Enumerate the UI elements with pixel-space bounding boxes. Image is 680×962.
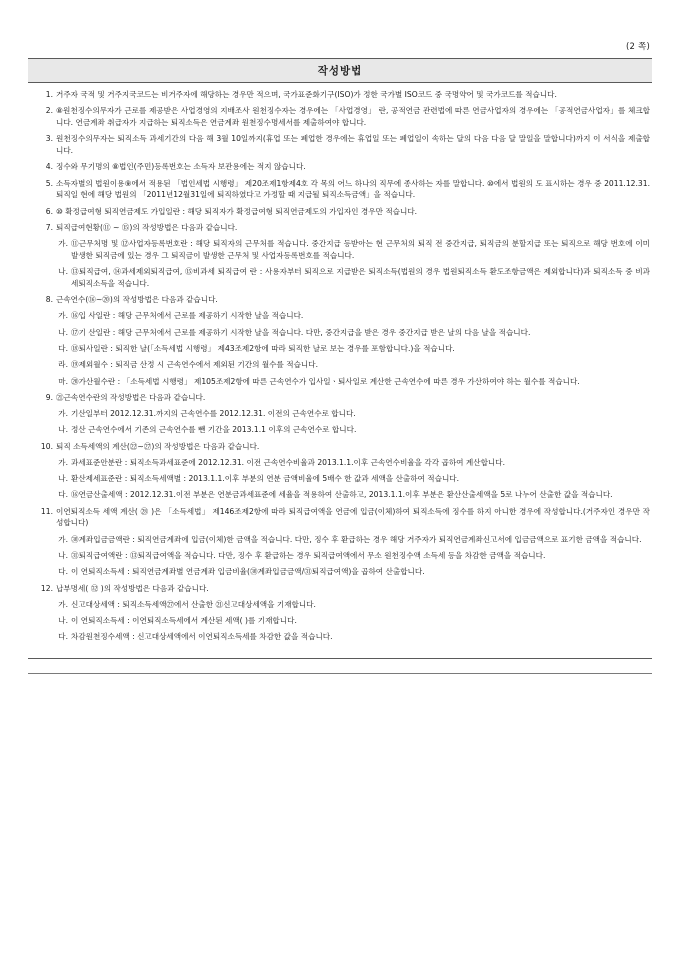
footer-divider (28, 673, 652, 674)
list-item (36, 89, 650, 101)
list-item-text: ⑯연금산출세액 : 2012.12.31.이전 부분은 연분금과세표준에 세율을 적용하여 산출하고, 2013.1.1.이후 부분은 환산산출세액을 5로 나누어 산출한 값을 적습니다. (71, 490, 613, 500)
list-item-number: 가. (58, 457, 68, 467)
list-item (54, 599, 650, 611)
list-item (54, 534, 650, 546)
list-item-text: ⑩ 확정급여형 퇴직연금제도 가입일란 : 해당 퇴직자가 확정급여형 퇴직연금제도의 가입자인 경우만 적습니다. (56, 206, 418, 216)
list-item-number: 다. (58, 632, 68, 642)
list-item (54, 359, 650, 371)
list-item (36, 178, 650, 202)
list-item-text: ㉚계좌입금금액란 : 퇴직연금계좌에 입금(이체)한 금액을 적습니다. 다만, 징수 후 환급하는 경우 해당 거주자가 퇴직연금계좌신고서에 입금금액으로 표기한 금액을 적습니다. (71, 534, 642, 544)
list-item-text: ⑰기 산일란 : 해당 근무처에서 근로를 제공하기 시작한 날을 적습니다. 다만, 중간지급을 받은 경우 중간지급 받은 날의 다음 날을 적습니다. (71, 327, 531, 337)
list-item-number: 가. (58, 311, 68, 321)
list-item-text: 납부명세( ㉜ )의 작성방법은 다음과 같습니다. (56, 583, 209, 593)
list-item (54, 424, 650, 436)
list-item-text: 퇴직급여현황(⑪ ~ ⑮)의 작성방법은 다음과 같습니다. (56, 222, 238, 232)
list-item (54, 566, 650, 578)
list-item-number: 2. (45, 106, 53, 116)
list-item (54, 266, 650, 290)
list-item-text: 기산일부터 2012.12.31.까지의 근속연수를 2012.12.31. 이전의 근속연수로 합니다. (71, 409, 356, 419)
list-item-text: 과세표준안분란 : 퇴직소득과세표준에 2012.12.31. 이전 근속연수비율과 2013.1.1.이후 근속연수비율을 각각 곱하여 계산합니다. (71, 457, 505, 467)
list-item-number: 12. (40, 583, 53, 593)
list-item (54, 238, 650, 262)
list-item (36, 441, 650, 453)
list-item-number: 가. (58, 239, 68, 249)
list-item-text: 이 연퇴직소득세 : 이연퇴직소득세에서 계산된 세액( )를 기재합니다. (71, 616, 297, 626)
instructions-list (28, 83, 652, 659)
list-item-number: 나. (58, 474, 68, 484)
list-item-number: 가. (58, 409, 68, 419)
list-item-number: 나. (58, 425, 68, 435)
list-item-number: 9. (45, 392, 53, 402)
list-item-number: 다. (58, 490, 68, 500)
list-item (54, 408, 650, 420)
list-item-number: 나. (58, 550, 68, 560)
list-item-text: 환산제세표준란 : 퇴직소득세액별 : 2013.1.1.이후 부분의 연분 금액비율에 5배수 한 값과 세액을 산출하여 적습니다. (71, 474, 460, 484)
list-item (54, 550, 650, 562)
list-item-number: 다. (58, 567, 68, 577)
list-item-text: ㉛퇴직급여액란 : ⑬퇴직급여액을 적습니다. 다만, 징수 후 환급하는 경우 퇴직급여액에서 무소 원천징수액 소득세 등을 차감한 금액을 적습니다. (71, 550, 546, 560)
list-item-text: ⑯입 사일란 : 해당 근무처에서 근로를 제공하기 시작한 날을 적습니다. (71, 311, 304, 321)
list-item-number: 10. (40, 441, 53, 451)
list-item (36, 294, 650, 306)
list-item-number: 나. (58, 327, 68, 337)
list-item-number: 6. (45, 206, 53, 216)
list-item-text: ⑪근무처명 및 ⑫사업자등록번호란 : 해당 퇴직자의 근무처를 적습니다. 중간지급 등받아는 현 근무처의 퇴직 전 중간지급, 퇴직금의 분할지급 또는 퇴직으로 해당 번호에 이미 발생한 퇴직금에 있는 경우 그 퇴직금이 발생한 근무처 및 사업자등록번호를 적습니다. (71, 239, 650, 260)
list-item-text: 징수와 무기명의 ⑧법인(주민)등록번호는 소득자 보관용에는 적지 않습니다. (56, 162, 306, 172)
list-item-text: ⑬퇴직급여, ⑭과세제외퇴직급여, ⑮비과세 퇴직급여 란 : 사용자부터 퇴직으로 지급받은 퇴직소득(법원의 경우 법원퇴직소득 환도조항금액은 제외합니다)과 퇴직소득 중 비과세퇴직소득을 적습니다. (71, 267, 650, 288)
list-item (54, 310, 650, 322)
list-item (54, 343, 650, 355)
list-item (36, 105, 650, 129)
list-item (36, 161, 650, 173)
list-item-text: 퇴직 소득세액의 계산(㉒~㉗)의 작성방법은 다음과 같습니다. (56, 441, 260, 451)
list-item-number: 다. (58, 344, 68, 354)
list-item-text: 근속연수(⑯~⑳)의 작성방법은 다음과 같습니다. (56, 295, 218, 305)
list-item (36, 583, 650, 595)
list-item (54, 327, 650, 339)
list-item-text: 소득자별의 법원이용⑨에서 적용된 「법인세법 시행령」 제20조제1항제4호 각 목의 어느 하나의 직무에 종사하는 자를 말합니다. ⑩에서 법원의 도 표시하는 경우 중 2011.12.31.퇴직일 현에 해당 법원의 「2011년12월31일에 퇴직하였다고 가정할 때 지급될 퇴직소득금액」을 적습니다. (56, 178, 650, 200)
list-item-number: 1. (45, 90, 53, 99)
list-item-text: 거주자 국적 및 거주지국코드는 비거주자에 해당하는 경우만 적으며, 국가표준화기구(ISO)가 정한 국가별 ISO코드 중 국명약어 및 국가코드를 적습니다. (56, 90, 557, 99)
list-item (54, 457, 650, 469)
list-item-text: ㉑근속연수란의 작성방법은 다음과 같습니다. (56, 392, 206, 402)
list-item-text: 차감원천징수세액 : 신고대상세액에서 이연퇴직소득세를 차감한 값을 적습니다. (71, 632, 333, 642)
list-item-number: 나. (58, 267, 68, 277)
list-item-text: ⑱퇴사일란 : 퇴직한 날(「소득세법 시행령」 제43조제2항에 따라 퇴직한 날로 보는 경우를 포함합니다.)을 적습니다. (71, 344, 455, 354)
list-item-number: 5. (45, 178, 53, 188)
list-item (36, 392, 650, 404)
list-item (54, 473, 650, 485)
list-item-text: 이연퇴직소득 세액 계산( ㉘ )은 「소득세법」 제146조제2항에 따라 퇴직급여액을 연금에 입금(이체)하여 퇴직소득에 징수를 하지 아니한 경우에 작성합니다.(거주자인 경우만 작성합니다) (56, 506, 650, 528)
list-item-number: 가. (58, 534, 68, 544)
list-item-text: ⑳가산월수란 : 「소득세법 시행령」 제105조제2항에 따른 근속연수가 입사일ㆍ퇴사일로 계산한 근속연수에 따른 경우 가산하여야 하는 월수를 적습니다. (71, 376, 580, 386)
list-item-text: ⑲제외월수 : 퇴직금 산정 시 근속연수에서 제외된 기간의 월수를 적습니다. (71, 360, 319, 370)
list-item (36, 206, 650, 218)
page-title: 작성방법 (28, 58, 652, 83)
list-item-number: 마. (58, 376, 68, 386)
list-item (36, 222, 650, 234)
list-item (54, 615, 650, 627)
list-item-text: 정산 근속연수에서 기존의 근속연수를 뺀 기간을 2013.1.1 이후의 근속연수로 합니다. (71, 425, 357, 435)
list-item-text: 이 연퇴직소득세 : 퇴직연금계좌별 연금계좌 입금비율(㉚계좌입금금액/㉛퇴직급여액)을 곱하여 산출합니다. (71, 567, 425, 577)
list-item-text: ⑧원천징수의무자가 근로를 제공받은 사업경영의 지배조사 원천징수자는 경우에는 「사업경영」 란, 공적연금 관련법에 따른 연금사업자의 경우에는 「공적연금사업자」를 체크합니다. 연금계좌 취급자가 지급하는 퇴직소득은 연금계좌 원천징수명세서를 제출하여야 합니다. (56, 106, 650, 128)
list-item-number: 4. (45, 162, 53, 172)
list-item (54, 631, 650, 643)
page-marker: (2 쪽) (626, 42, 650, 52)
list-item-number: 7. (45, 222, 53, 232)
list-item-number: 3. (45, 134, 53, 144)
list-item-number: 라. (58, 360, 68, 370)
list-item-number: 8. (45, 295, 53, 305)
list-item-number: 11. (40, 506, 53, 516)
list-item-text: 신고대상세액 : 퇴직소득세액㉗에서 산출한 ㉑신고대상세액을 기재합니다. (71, 599, 316, 609)
list-item (54, 489, 650, 501)
list-item-text: 원천징수의무자는 퇴직소득 과세기간의 다음 해 3월 10일까지(휴업 또는 폐업한 경우에는 휴업일 또는 폐업일이 속하는 달의 다음 다음 달 말일을 말합니다)까지 이 서식을 제출합니다. (56, 134, 650, 156)
list-item-number: 가. (58, 599, 68, 609)
list-item-number: 나. (58, 616, 68, 626)
list-item (54, 376, 650, 388)
list-item (36, 506, 650, 530)
list-item (36, 133, 650, 157)
